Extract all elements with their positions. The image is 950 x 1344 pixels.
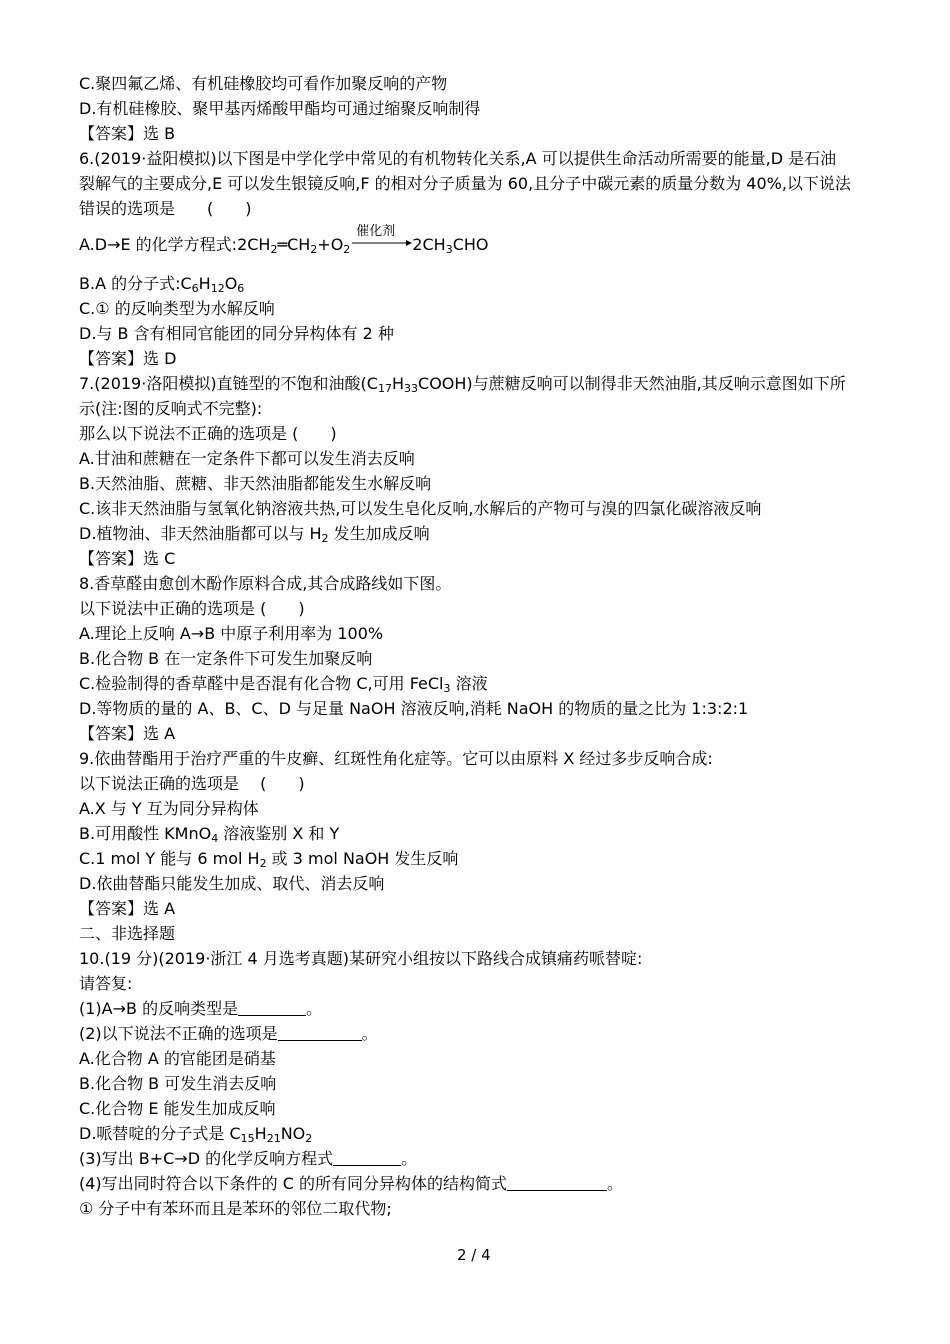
question-7-prompt: 那么以下说法不正确的选项是 ( ) xyxy=(79,424,337,443)
option-c-q9: C.1 mol Y 能与 6 mol $H_2$ 或 3 mol NaOH 发生反响 xyxy=(79,849,459,870)
sub-question-2: (2)以下说法不正确的选项是 。 xyxy=(79,1024,378,1043)
sub-question-1: (1)A→B 的反响类型是 。 xyxy=(79,999,323,1018)
sub-question-3: (3)写出 B+C→D 的化学反响方程式 。 xyxy=(79,1149,418,1168)
sub-question-4: (4)写出同时符合以下条件的 C 的所有同分异构体的结构简式 。 xyxy=(79,1174,624,1193)
option-a-q6-equation: A.D→E 的化学方程式$:2CH_2═CH_2+O_2$ 催化剂 $2CH_3CHO$ xyxy=(79,224,489,256)
question-6-line-3: 错误的选项是 ( ) xyxy=(79,199,252,218)
right-arrow-icon xyxy=(350,234,412,254)
answer-q9: 【答案】选 A xyxy=(79,899,176,918)
option-b-q10: B.化合物 B 可发生消去反响 xyxy=(79,1074,277,1093)
option-a-q10: A.化合物 A 的官能团是硝基 xyxy=(79,1049,276,1068)
answer-q6: 【答案】选 D xyxy=(79,349,177,368)
option-a-q7: A.甘油和蔗糖在一定条件下都可以发生消去反响 xyxy=(79,449,415,468)
question-7-line-1: 7.(2019·洛阳模拟)直链型的不饱和油酸$(C_{17}H_{33}COOH)$与蔗糖反响可以制得非天然油脂,其反响示意图如下所 xyxy=(79,374,846,395)
section-heading: 二、非选择题 xyxy=(79,924,176,943)
option-d-q10: D.哌替啶的分子式是 $C_{15}H_{21}NO_2$ xyxy=(79,1124,313,1145)
question-10-prompt: 请答复: xyxy=(79,974,133,993)
option-b-q8: B.化合物 B 在一定条件下可发生加聚反响 xyxy=(79,649,373,668)
question-8-line-1: 8.香草醛由愈创木酚作原料合成,其合成路线如下图。 xyxy=(79,574,452,593)
option-d-q6: D.与 B 含有相同官能团的同分异构体有 2 种 xyxy=(79,324,394,343)
option-c-q8: C.检验制得的香草醛中是否混有化合物 C,可用 FeCl$_3$ 溶液 xyxy=(79,674,488,695)
answer-q5: 【答案】选 B xyxy=(79,124,176,143)
question-10-line-1: 10.(19 分)(2019·浙江 4 月选考真题)某研究小组按以下路线合成镇痛药哌替啶: xyxy=(79,949,643,968)
answer-blank xyxy=(278,1025,362,1041)
question-9-line-1: 9.依曲替酯用于治疗严重的牛皮癣、红斑性角化症等。它可以由原料 X 经过多步反响合成: xyxy=(79,749,713,768)
option-d-q7: D.植物油、非天然油脂都可以与 $H_2$ 发生加成反响 xyxy=(79,524,430,545)
question-6-line-1: 6.(2019·益阳模拟)以下图是中学化学中常见的有机物转化关系,A 可以提供生命活动所需要的能量,D 是石油 xyxy=(79,149,837,168)
option-c-q10: C.化合物 E 能发生加成反响 xyxy=(79,1099,276,1118)
option-a-q8: A.理论上反响 A→B 中原子利用率为 100% xyxy=(79,624,384,643)
answer-q7: 【答案】选 C xyxy=(79,549,176,568)
option-c-q6: C.① 的反响类型为水解反响 xyxy=(79,299,275,318)
answer-q8: 【答案】选 A xyxy=(79,724,176,743)
option-c-q5: C.聚四氟乙烯、有机硅橡胶均可看作加聚反响的产物 xyxy=(79,74,448,93)
option-b-q9: B.可用酸性 KMnO$_4$ 溶液鉴别 X 和 Y xyxy=(79,824,340,845)
question-9-prompt: 以下说法正确的选项是 ( ) xyxy=(79,774,305,793)
option-a-q9: A.X 与 Y 互为同分异构体 xyxy=(79,799,259,818)
option-c-q7: C.该非天然油脂与氢氧化钠溶液共热,可以发生皂化反响,水解后的产物可与溴的四氯化碳溶液反响 xyxy=(79,499,762,518)
answer-blank xyxy=(238,1000,306,1016)
reaction-arrow xyxy=(350,224,412,254)
option-d-q9: D.依曲替酯只能发生加成、取代、消去反响 xyxy=(79,874,385,893)
question-6-line-2: 裂解气的主要成分,E 可以发生银镜反响,F 的相对分子质量为 60,且分子中碳元素的质量分数为 40%,以下说法 xyxy=(79,174,851,193)
catalyst-label: 催化剂 xyxy=(356,224,396,239)
option-b-q7: B.天然油脂、蔗糖、非天然油脂都能发生水解反响 xyxy=(79,474,432,493)
answer-blank xyxy=(333,1150,401,1166)
question-8-prompt: 以下说法中正确的选项是 ( ) xyxy=(79,599,305,618)
option-b-q6: B.A 的分子式$:C_6H_{12}O_6$ xyxy=(79,274,245,295)
option-d-q8: D.等物质的量的 A、B、C、D 与足量 NaOH 溶液反响,消耗 NaOH 的物质的量之比为 1:3:2:1 xyxy=(79,699,749,718)
condition-1: ① 分子中有苯环而且是苯环的邻位二取代物; xyxy=(79,1199,392,1218)
question-7-line-2: 示(注:图的反响式不完整): xyxy=(79,399,263,418)
option-d-q5: D.有机硅橡胶、聚甲基丙烯酸甲酯均可通过缩聚反响制得 xyxy=(79,99,481,118)
answer-blank xyxy=(507,1175,607,1191)
page-number: 2 / 4 xyxy=(457,1246,491,1264)
